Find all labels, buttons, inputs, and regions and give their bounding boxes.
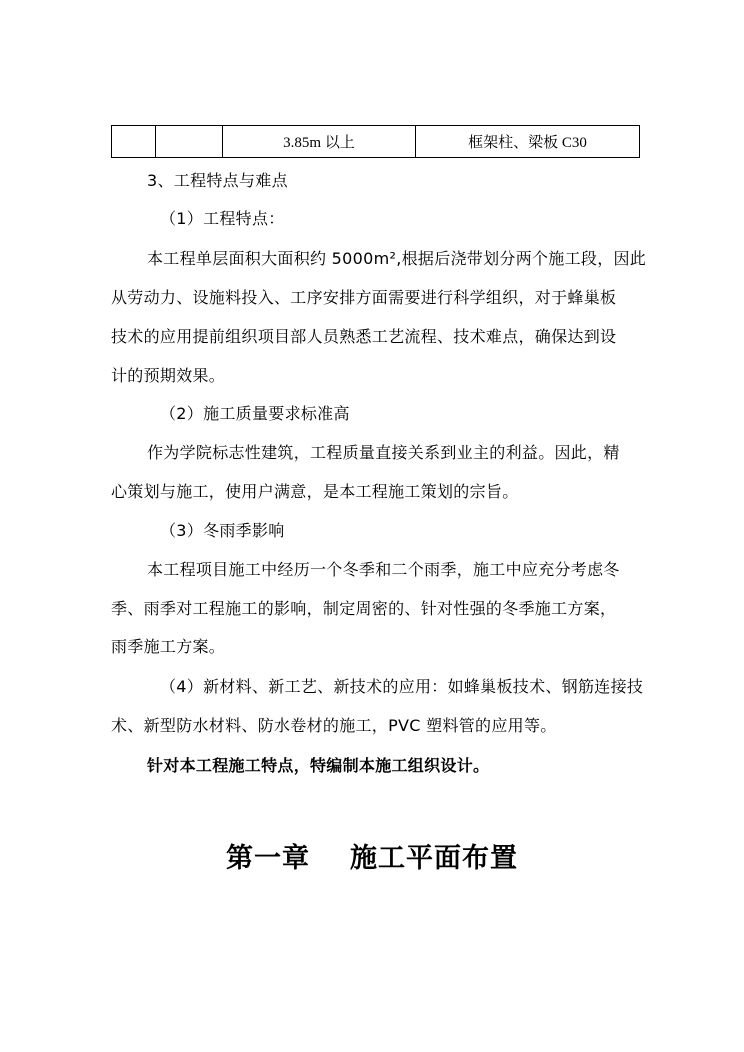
paragraph-line: 计的预期效果。 (111, 366, 226, 385)
section-heading: 3、工程特点与难点 (147, 171, 288, 190)
table-cell: 框架柱、梁板 C30 (416, 126, 640, 158)
chapter-title (0, 836, 744, 875)
paragraph-line: 技术的应用提前组织项目部人员熟悉工艺流程、技术难点，确保达到设 (111, 327, 617, 346)
chapter-number: 第一章 (226, 843, 310, 874)
item-heading: （1）工程特点： (160, 209, 285, 228)
table-row (112, 126, 640, 158)
table-cell (156, 126, 223, 158)
table-cell: 3.85m 以上 (223, 126, 416, 158)
item-heading: （2）施工质量要求标准高 (160, 404, 350, 423)
paragraph-line: 季、雨季对工程施工的影响，制定周密的、针对性强的冬季施工方案， (111, 599, 617, 618)
item-heading: （3）冬雨季影响 (160, 521, 285, 540)
paragraph-line: （4）新材料、新工艺、新技术的应用：如蜂巢板技术、钢筋连接技 (160, 677, 644, 696)
concrete-grade-table (111, 125, 640, 158)
paragraph-line: 雨季施工方案。 (111, 637, 226, 656)
closing-statement: 针对本工程施工特点，特编制本施工组织设计。 (147, 756, 490, 775)
paragraph-line: 本工程单层面积大面积约 5000m²,根据后浇带划分两个施工段，因此 (147, 249, 647, 268)
paragraph-line: 作为学院标志性建筑，工程质量直接关系到业主的利益。因此，精 (147, 443, 620, 462)
paragraph-line: 术、新型防水材料、防水卷材的施工，PVC 塑料管的应用等。 (111, 716, 557, 735)
paragraph-line: 心策划与施工，使用户满意，是本工程施工策划的宗旨。 (111, 482, 519, 501)
paragraph-line: 从劳动力、设施料投入、工序安排方面需要进行科学组织，对于蜂巢板 (111, 288, 617, 307)
table-cell (112, 126, 156, 158)
paragraph-line: 本工程项目施工中经历一个冬季和二个雨季，施工中应充分考虑冬 (147, 560, 620, 579)
chapter-name: 施工平面布置 (350, 843, 518, 874)
